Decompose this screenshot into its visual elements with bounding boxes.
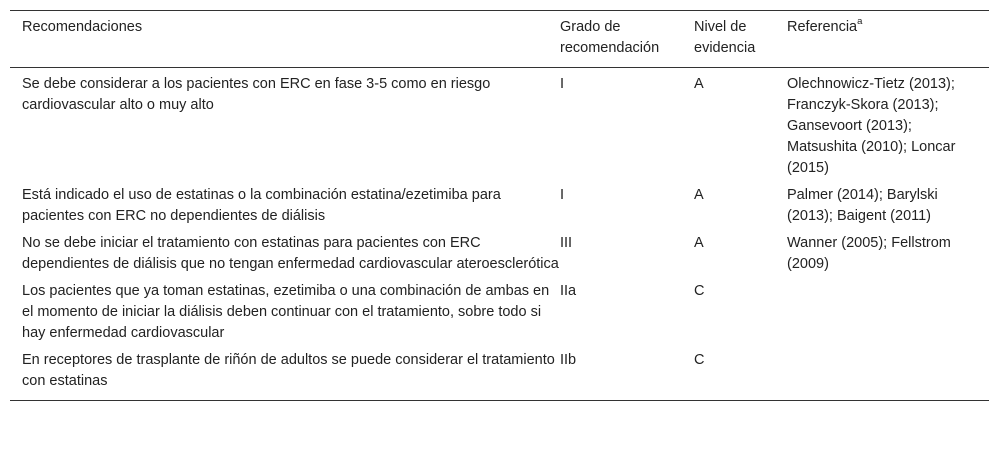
cell-grade: III: [560, 235, 573, 251]
table-row: [10, 179, 989, 227]
header-row: [10, 11, 989, 68]
cell-level: C: [694, 352, 705, 368]
cell-recommendation: Se debe considerar a los pacientes con ERC en fase 3-5 como en riesgo cardiovascular alto o muy alto: [22, 76, 491, 113]
header-level: Nivel de evidencia: [694, 19, 756, 56]
cell-grade: IIb: [560, 352, 577, 368]
header-reference-label: Referencia: [787, 19, 858, 35]
cell-reference: [787, 275, 989, 344]
cell-recommendation: No se debe iniciar el tratamiento con estatinas para pacientes con ERC dependientes de diálisis que no tengan enfermedad cardiovascular ateroesclerótica: [22, 235, 559, 272]
table-header: [10, 11, 989, 68]
table-body: [10, 68, 989, 401]
cell-level: A: [694, 187, 704, 203]
cell-recommendation: Está indicado el uso de estatinas o la combinación estatina/ezetimiba para pacientes con ERC no dependientes de diálisis: [22, 187, 501, 224]
header-recommendations: Recomendaciones: [22, 19, 143, 35]
cell-reference: Olechnowicz-Tietz (2013); Franczyk-Skora (2013); Gansevoort (2013); Matsushita (2010); Loncar (2015): [787, 76, 956, 176]
recommendations-table-container: [10, 10, 989, 401]
cell-level: A: [694, 76, 704, 92]
cell-reference: Palmer (2014); Barylski (2013); Baigent (2011): [787, 187, 938, 224]
table-row: [10, 68, 989, 180]
header-reference-footnote-mark: a: [857, 16, 863, 28]
cell-reference: Wanner (2005); Fellstrom (2009): [787, 235, 951, 272]
cell-recommendation: En receptores de trasplante de riñón de adultos se puede considerar el tratamiento con estatinas: [22, 352, 555, 389]
table-row: [10, 344, 989, 401]
table-row: [10, 275, 989, 344]
cell-grade: I: [560, 187, 565, 203]
header-grade: Grado de recomendación: [560, 19, 660, 56]
cell-reference: [787, 344, 989, 401]
table-row: [10, 227, 989, 275]
cell-level: A: [694, 235, 704, 251]
header-reference: [787, 11, 989, 68]
recommendations-table: [10, 10, 989, 401]
cell-level: C: [694, 283, 705, 299]
cell-recommendation: Los pacientes que ya toman estatinas, ezetimiba o una combinación de ambas en el momento de iniciar la diálisis deben continuar con el tratamiento, sobre todo si hay enfermedad cardiovascular: [22, 283, 550, 341]
cell-grade: IIa: [560, 283, 577, 299]
cell-grade: I: [560, 76, 565, 92]
